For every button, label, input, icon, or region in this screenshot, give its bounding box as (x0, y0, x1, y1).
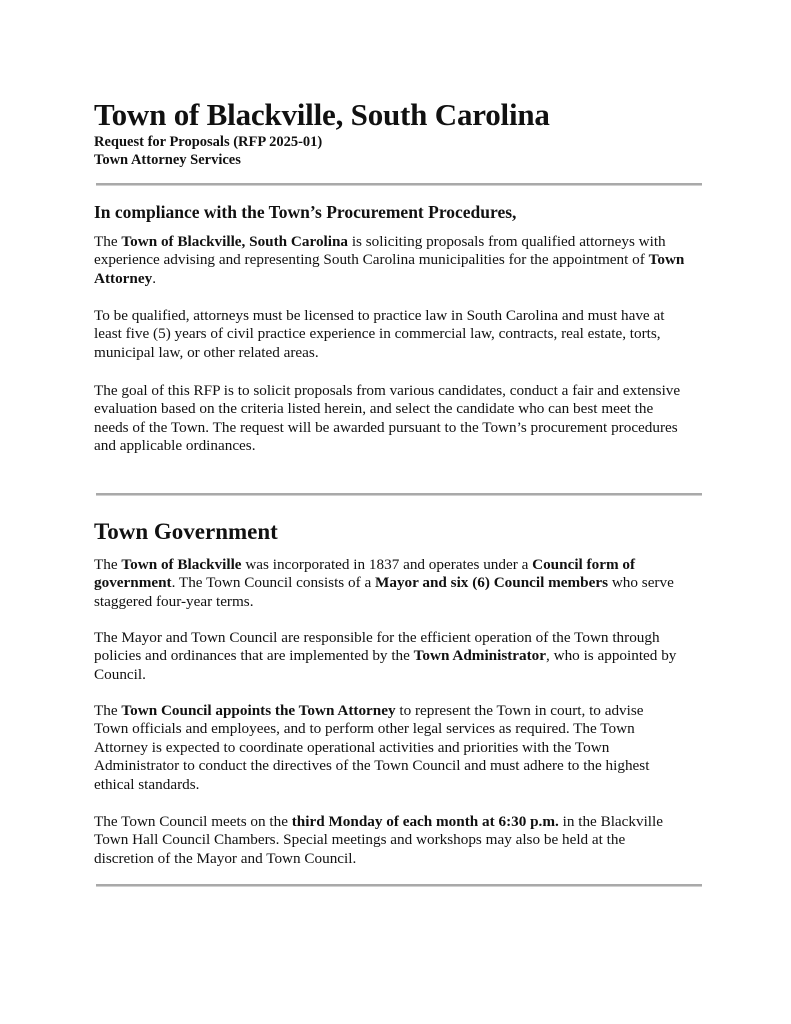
text-line (94, 850, 714, 868)
text: To be qualified, attorneys must be licensed to practice law in South Carolina and must have at (94, 307, 665, 324)
text: municipal law, or other related areas. (94, 343, 319, 361)
text-line (94, 325, 714, 343)
text: Town Hall Council Chambers. Special meetings and workshops may also be held at the (94, 831, 626, 849)
text: Administrator to conduct the directives of the Town Council and must adhere to the highest (94, 757, 650, 775)
text-line (94, 757, 714, 775)
bold-text: government (94, 574, 172, 592)
text: , who is appointed by (546, 647, 677, 665)
divider (96, 183, 702, 186)
text: evaluation based on the criteria listed herein, and select the candidate who can best meet the (94, 400, 654, 418)
text: least five (5) years of civil practice experience in commercial law, contracts, real estate, torts, (94, 325, 661, 343)
incorporation-paragraph (94, 556, 714, 611)
text-line (94, 593, 714, 611)
text-line (94, 813, 714, 831)
text: is soliciting proposals from qualified attorneys with (348, 233, 666, 250)
text-line (94, 270, 714, 288)
text: staggered four-year terms. (94, 592, 254, 610)
text-line (94, 344, 714, 362)
text: ethical standards. (94, 775, 200, 793)
text: The Town Council meets on the (94, 813, 292, 830)
text: Council. (94, 665, 146, 683)
text: The (94, 233, 122, 250)
text: Attorney is expected to coordinate operational activities and priorities with the Town (94, 738, 610, 756)
bold-text: Town Council appoints the Town Attorney (121, 702, 396, 719)
text-line (94, 647, 714, 665)
text: was incorporated in 1837 and operates under a (241, 556, 533, 573)
text: The (94, 702, 122, 719)
bold-text: third Monday of each month at 6:30 p.m. (291, 813, 559, 830)
meeting-schedule-paragraph (94, 813, 714, 868)
bold-text: Town Administrator (413, 647, 547, 665)
compliance-heading: In compliance with the Town’s Procurement Procedures, (94, 202, 517, 222)
text-line (94, 382, 714, 400)
text: The goal of this RFP is to solicit proposals from various candidates, conduct a fair and extensive (94, 382, 681, 399)
text: Town officials and employees, and to perform other legal services as required. The Town (94, 720, 635, 738)
text-line (94, 776, 714, 794)
text: needs of the Town. The request will be awarded pursuant to the Town’s procurement procedures (94, 418, 678, 436)
rfp-subject: Town Attorney Services (94, 152, 241, 168)
text-line (94, 437, 714, 455)
text-line (94, 400, 714, 418)
divider (96, 884, 702, 887)
text: The (94, 556, 122, 573)
qualification-paragraph (94, 307, 714, 362)
text-line (94, 666, 714, 684)
bold-text: Mayor and six (6) Council members (375, 574, 609, 592)
text: The Mayor and Town Council are responsible for the efficient operation of the Town through (94, 629, 660, 646)
text-line (94, 419, 714, 437)
text-line (94, 307, 714, 325)
text-line (94, 720, 714, 738)
bold-text: Council form of (532, 556, 636, 573)
bold-text: Town (648, 251, 685, 269)
text-line (94, 233, 714, 251)
text-line (94, 574, 714, 592)
text: policies and ordinances that are implemented by the (94, 647, 414, 665)
text: discretion of the Mayor and Town Council. (94, 849, 357, 867)
text: and applicable ordinances. (94, 437, 256, 455)
bold-text: Attorney (94, 269, 153, 287)
text-line (94, 251, 714, 269)
rfp-number: Request for Proposals (RFP 2025-01) (94, 134, 323, 150)
intro-paragraph (94, 233, 714, 288)
bold-text: Town of Blackville, South Carolina (121, 233, 349, 250)
divider (96, 493, 702, 496)
text-line (94, 556, 714, 574)
text-line (94, 739, 714, 757)
text-line (94, 831, 714, 849)
document-title: Town of Blackville, South Carolina (94, 97, 550, 132)
text: who serve (608, 574, 674, 592)
text-line (94, 629, 714, 647)
goal-paragraph (94, 382, 714, 456)
text: experience advising and representing South Carolina municipalities for the appointment of (94, 251, 649, 269)
text: . The Town Council consists of a (171, 574, 376, 592)
council-responsibility-paragraph (94, 629, 714, 684)
text: in the Blackville (558, 813, 663, 830)
text: . (152, 269, 156, 287)
text: to represent the Town in court, to advise (395, 702, 644, 719)
town-attorney-paragraph (94, 702, 714, 794)
text-line (94, 702, 714, 720)
section-heading-town-government: Town Government (94, 519, 278, 544)
bold-text: Town of Blackville (121, 556, 242, 573)
